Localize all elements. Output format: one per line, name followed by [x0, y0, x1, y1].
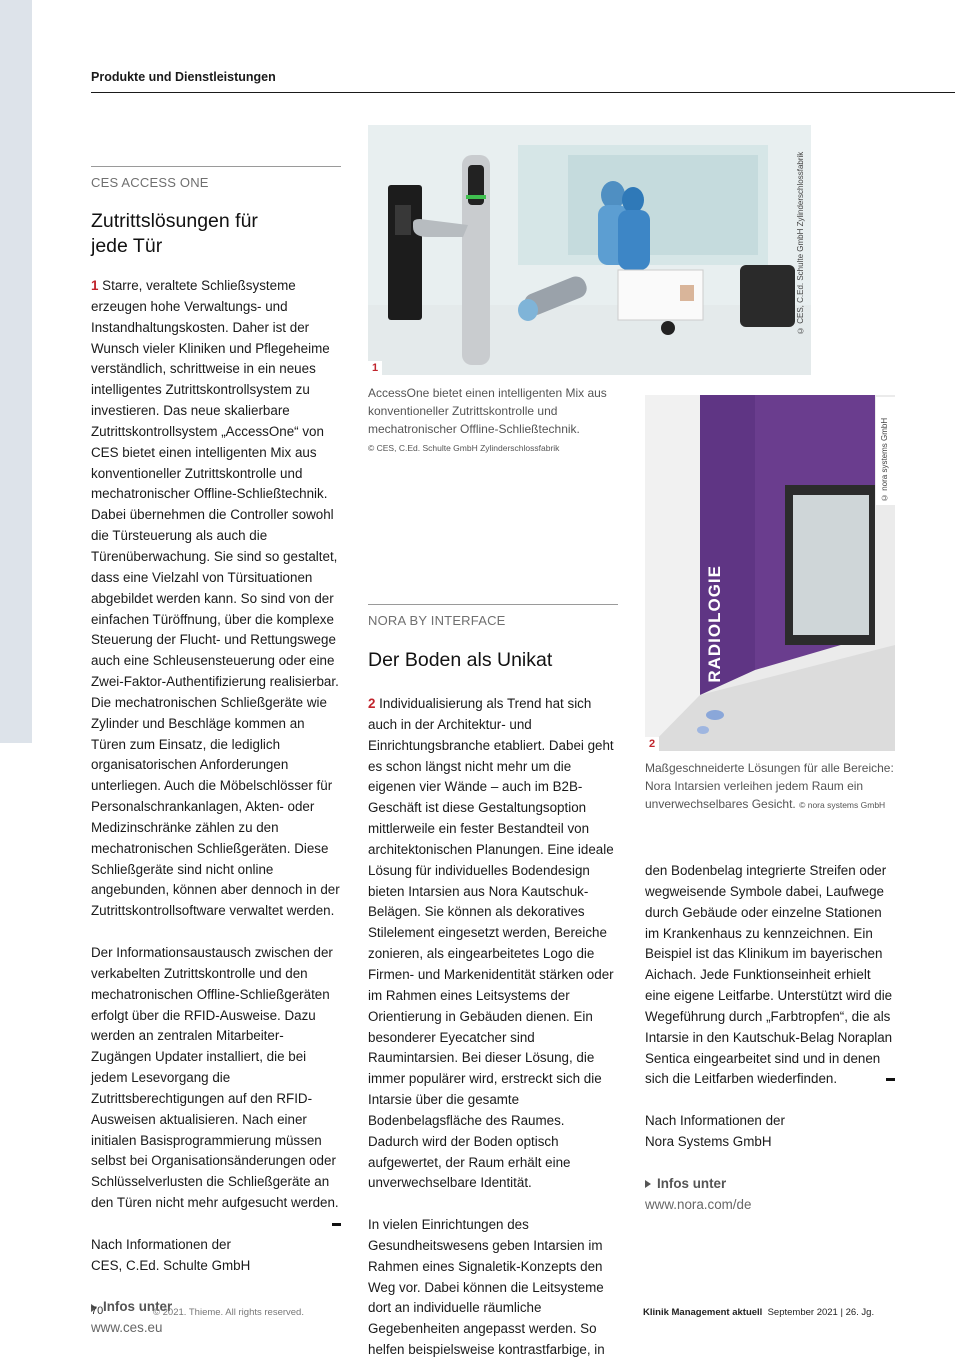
- page-number: 70: [91, 1305, 104, 1317]
- article1-rule: [91, 166, 341, 167]
- article2-paragraph-1-text: Individualisierung als Trend hat sich auch in der Architektur- und Einrichtungsbranche etabliert. Dabei geht es schon längst nicht mehr um die eigenen vier Wände – auch im B2B-Geschäft ist diese Gestaltungsoption mittlerweile ein fester Bestandteil von architektonischen Planungen. Eine ideale Lösung für individuelles Bodendesign bieten Intarsien aus Nora Kautschuk-Belägen. Sie können als dekoratives Stilelement eingesetzt werden, Bereiche zonieren, als eingearbeitetes Logo die Firmen- und Markenidentität stärken oder im Rahmen eines Leitsystems der Orientierung in Gebäuden dienen. Ein besonderer Eyecatcher sind Raumintarsien. Bei dieser Lösung, die immer populärer wird, erstreckt sich die Intarsie über die gesamte Bodenbelagsfläche des Raumes. Dadurch wird der Boden optisch aufgewertet, der Raum erhält eine unverwechselbare Identität.: [368, 696, 614, 1191]
- section-title: Produkte und Dienstleistungen: [91, 70, 276, 84]
- article1-paragraph-2: [91, 943, 341, 1214]
- source-line-2: CES, C.Ed. Schulte GmbH: [91, 1257, 251, 1273]
- image1-caption-text: AccessOne bietet einen intelligenten Mix aus konventioneller Zutrittskontrolle und mechatronischer Offline-Schließtechnik.: [368, 386, 607, 436]
- triangle-right-icon: [645, 1180, 651, 1188]
- page-edge-bar: [0, 0, 32, 743]
- image2-credit: © nora systems GmbH: [880, 417, 889, 502]
- article2-paragraph-1: [368, 694, 618, 1194]
- article2-rule: [368, 604, 618, 605]
- article1-source: [91, 1235, 341, 1277]
- source-line-2: Nora Systems GmbH: [645, 1133, 772, 1149]
- article1-link[interactable]: www.ces.eu: [91, 1320, 163, 1336]
- article1-headline: [91, 209, 341, 259]
- journal-issue: September 2021 | 26. Jg.: [767, 1307, 875, 1318]
- article2-source: [645, 1111, 895, 1153]
- image2-number: 2: [645, 737, 659, 751]
- photo-radiology-floor: [645, 395, 895, 751]
- article2-paragraph-3: [645, 861, 895, 1090]
- image1-credit: © CES, C.Ed. Schulte GmbH Zylinderschlossfabrik: [796, 151, 805, 335]
- article2-link[interactable]: www.nora.com/de: [645, 1196, 752, 1212]
- image2-caption: [645, 759, 895, 814]
- article1-headline-line1: Zutrittslösungen für: [91, 210, 258, 232]
- article2-paragraph-2: In vielen Einrichtungen des Gesundheitswesens geben Intarsien im Rahmen eines Signaletik-Konzepts den Weg vor. Dabei können die Leitsysteme dort an individuelle räumliche Gegebenheiten angepasst werden. So helfen beispielsweise kontrastfarbige, in: [368, 1217, 605, 1358]
- article1-body: [91, 276, 341, 1339]
- source-line-1: Nach Informationen der: [645, 1113, 785, 1129]
- source-line-1: Nach Informationen der: [91, 1236, 231, 1252]
- article1-headline-line2: jede Tür: [91, 235, 163, 257]
- article2-body-col1: [368, 694, 618, 1361]
- wall-lettering: RADIOLOGIE: [705, 565, 724, 683]
- article2-body-col2: [645, 861, 895, 1215]
- end-mark: [886, 1078, 895, 1081]
- article2-infos: [645, 1174, 895, 1195]
- figure-ref-1: 1: [91, 278, 99, 293]
- article2-paragraph-3-text: den Bodenbelag integrierte Streifen oder wegweisende Symbole dabei, Laufwege durch Gebäude oder einzelne Stationen im Krankenhaus zu kennzeichnen. Ein Beispiel ist das Klinikum im bayerischen Aichach. Jede Funktionseinheit erhielt eine eigene Leitfarbe. Unterstützt wird die Wegeführung durch „Farbtropfen“, die als Intarsie in den Kautschuk-Belag Noraplan Sentica eingearbeitet sind und in denen sich die Leitfarben wiederfinden.: [645, 863, 893, 1087]
- journal-title: Klinik Management aktuell: [643, 1307, 763, 1318]
- image1-number: 1: [368, 361, 382, 375]
- image2-caption-text: Maßgeschneiderte Lösungen für alle Bereiche: Nora Intarsien verleihen jedem Raum ein unverwechselbares Gesicht.: [645, 761, 894, 811]
- journal-line: [643, 1307, 874, 1318]
- header-rule: [91, 92, 955, 93]
- copyright: © 2021. Thieme. All rights reserved.: [153, 1307, 304, 1318]
- infos-label: Infos unter: [103, 1299, 173, 1315]
- infos-label: Infos unter: [657, 1175, 727, 1191]
- image2-caption-credit: © nora systems GmbH: [799, 800, 886, 810]
- product-photo-accessone: [368, 125, 811, 375]
- article1-paragraph-1: [91, 276, 341, 922]
- figure-ref-2: 2: [368, 696, 376, 711]
- image1-caption-credit: © CES, C.Ed. Schulte GmbH Zylinderschlossfabrik: [368, 443, 560, 453]
- article1-kicker: CES ACCESS ONE: [91, 175, 209, 190]
- article2-kicker: NORA BY INTERFACE: [368, 613, 506, 628]
- article1-paragraph-1-text: Starre, veraltete Schließsysteme erzeugen hohe Verwaltungs- und Instandhaltungskosten. Daher ist der Wunsch vieler Kliniken und Pflegeheime verständlich, schrittweise in ein neues intelligentes Zutrittskontrollsystem zu investieren. Das neue skalierbare Zutrittskontrollsystem „AccessOne“ von CES bietet einen intelligenten Mix aus konventioneller Zutrittskontrolle und mechatronischer Offline-Schließtechnik. Dabei übernehmen die Controller sowohl die Türsteuerung als auch die Türenüberwachung. Sie sind so gestaltet, dass eine Vielzahl von Türsituationen abgebildet werden kann. So sind von der einfachen Türöffnung, über die komplexe Steuerung der Flucht- und Rettungswege auch eine Schleusensteuerung oder eine Zwei-Faktor-Authentifizierung realisierbar. Die mechatronischen Schließgeräte wie Zylinder und Beschläge kommen an Türen zum Einsatz, die lediglich organisatorischen Anforderungen unterliegen. Auch die Möbelschlösser für Personalschrankanlagen, Akten- oder Medizinschränke zählen zu den mechatronischen Schließgeräten. Diese Schließgeräte sind nicht online angebunden, können aber dennoch in der Zutrittskontrollsoftware verwaltet werden.: [91, 278, 340, 919]
- end-mark: [332, 1223, 341, 1226]
- article1-paragraph-2-text: Der Informationsaustausch zwischen der verkabelten Zutrittskontrolle und den mechatronischen Offline-Schließgeräten erfolgt über die RFID-Ausweise. Dazu werden an zentralen Mitarbeiter-Zugängen Updater installiert, die bei jedem Lesevorgang die Zutrittsberechtigungen auf den RFID-Ausweisen aktualisieren. Nach einer initialen Basisprogrammierung müssen selbst bei Organisationsänderungen oder Schlüsselverlusten die Schließgeräte an den Türen nicht mehr aufgesucht werden.: [91, 945, 339, 1211]
- article2-headline: Der Boden als Unikat: [368, 649, 553, 671]
- image1-caption: [368, 384, 618, 457]
